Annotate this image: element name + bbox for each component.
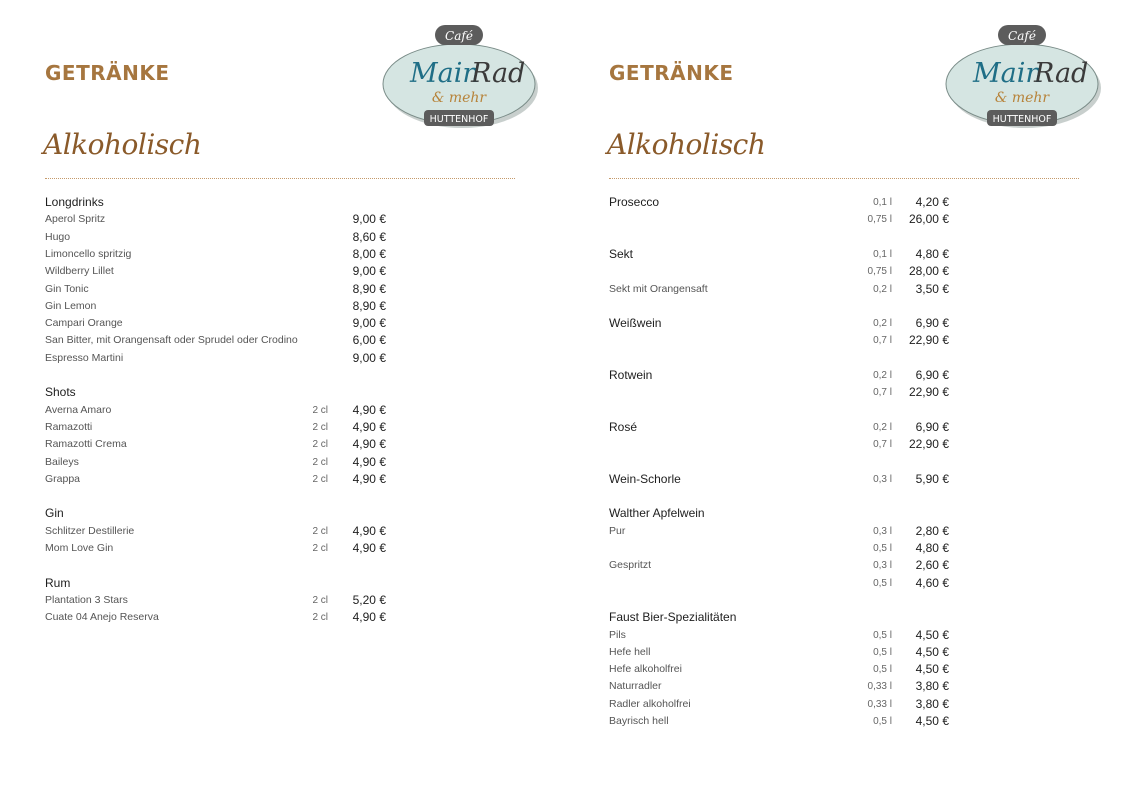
category-title: Rum — [45, 575, 71, 590]
menu-item-row — [0, 540, 561, 557]
menu-item-row — [561, 281, 1122, 298]
divider — [45, 178, 515, 179]
category-title: Faust Bier-Spezialitäten — [609, 610, 737, 625]
item-name: Bayrisch hell — [609, 715, 669, 727]
item-quantity: 2 cl — [312, 525, 328, 537]
menu-item-row — [561, 211, 1122, 228]
menu-item-row — [0, 419, 561, 436]
item-quantity: 2 cl — [312, 594, 328, 606]
menu-item-row — [0, 592, 561, 609]
item-quantity: 0,5 l — [873, 646, 892, 658]
logo-main-text: Main — [410, 58, 480, 89]
item-price: 5,20 € — [352, 592, 386, 607]
item-name: Hefe alkoholfrei — [609, 663, 682, 676]
item-price: 4,80 € — [915, 246, 949, 261]
item-quantity: 0,1 l — [873, 248, 892, 260]
category-row — [0, 575, 561, 592]
menu-item-row — [0, 229, 561, 246]
item-quantity: 2 cl — [312, 421, 328, 433]
item-name: Campari Orange — [45, 317, 123, 330]
item-name: Pils — [609, 628, 626, 641]
item-price: 4,60 € — [915, 575, 949, 590]
category-row — [561, 419, 1122, 436]
item-name: Aperol Spritz — [45, 213, 106, 226]
menu-item-row — [561, 627, 1122, 644]
item-name: San Bitter, mit Orangensaft oder Sprudel oder Crodino — [45, 334, 298, 347]
menu-item-row — [561, 696, 1122, 713]
item-name: Hugo — [45, 230, 71, 243]
item-quantity: 0,5 l — [873, 629, 892, 641]
item-price: 22,90 € — [908, 437, 949, 452]
item-price: 4,80 € — [915, 541, 949, 555]
category-row — [0, 194, 561, 211]
menu-item-row — [561, 384, 1122, 401]
menu-item-row — [561, 713, 1122, 730]
item-quantity: 2 cl — [312, 473, 328, 485]
divider — [609, 178, 1079, 179]
logo-cafe-text: Café — [1008, 29, 1036, 43]
menu-item-row — [561, 575, 1122, 592]
item-price: 2,60 € — [915, 558, 949, 573]
item-price: 8,90 € — [352, 281, 386, 296]
category-title: Longdrinks — [45, 195, 104, 209]
menu-item-row — [0, 298, 561, 315]
menu-item-row — [561, 678, 1122, 695]
logo-rad-text: Rad — [471, 58, 526, 89]
item-price: 2,80 € — [915, 523, 949, 538]
logo-rad-text: Rad — [1034, 58, 1089, 89]
item-name: Pur — [609, 524, 626, 537]
item-price: 9,00 € — [352, 350, 386, 365]
item-price: 9,00 € — [352, 212, 386, 227]
category-title: Walther Apfelwein — [609, 506, 705, 521]
item-price: 6,90 € — [915, 316, 949, 331]
item-quantity: 0,2 l — [873, 421, 892, 433]
item-price: 4,90 € — [352, 471, 386, 486]
category-title: Wein-Schorle — [609, 471, 681, 486]
item-quantity: 0,2 l — [873, 283, 892, 295]
item-quantity: 0,5 l — [873, 577, 892, 589]
item-price: 4,50 € — [915, 714, 949, 728]
item-name: Radler alkoholfrei — [609, 697, 691, 710]
item-price: 3,80 € — [915, 679, 949, 694]
page-heading: GETRÄNKE — [609, 61, 734, 85]
category-row — [561, 367, 1122, 384]
item-quantity: 0,7 l — [873, 335, 892, 347]
item-name: Ramazotti Crema — [45, 438, 127, 451]
menu-item-row — [0, 523, 561, 540]
item-quantity: 0,2 l — [873, 318, 892, 330]
item-price: 4,90 € — [352, 454, 386, 469]
item-price: 4,50 € — [915, 662, 949, 677]
item-quantity: 0,5 l — [873, 543, 892, 554]
category-title: Sekt — [609, 246, 634, 261]
menu-item-row — [0, 471, 561, 488]
category-row — [561, 505, 1122, 522]
category-row — [561, 471, 1122, 488]
cafe-mainrad-logo — [943, 22, 1103, 132]
menu-item-row — [0, 436, 561, 453]
menu-page-right — [561, 0, 1122, 793]
item-price: 4,90 € — [352, 402, 386, 417]
logo-location-text: HUTTENHOF — [992, 114, 1052, 125]
item-price: 4,90 € — [352, 541, 386, 555]
item-name: Baileys — [45, 455, 79, 468]
cafe-mainrad-logo — [380, 22, 540, 132]
item-name: Schlitzer Destillerie — [45, 524, 135, 537]
item-price: 9,00 € — [352, 316, 386, 331]
menu-item-row — [0, 350, 561, 367]
menu-item-row — [0, 402, 561, 419]
item-price: 6,00 € — [352, 333, 386, 348]
category-title: Prosecco — [609, 195, 660, 209]
item-name: Espresso Martini — [45, 351, 124, 364]
category-title: Rotwein — [609, 368, 653, 382]
item-price: 4,50 € — [915, 644, 949, 659]
item-quantity: 0,5 l — [873, 716, 892, 727]
item-price: 8,90 € — [352, 298, 386, 313]
category-title: Weißwein — [609, 316, 662, 331]
item-price: 26,00 € — [908, 212, 949, 227]
menu-item-row — [561, 523, 1122, 540]
logo-mehr-text: & mehr — [994, 90, 1050, 106]
item-price: 3,50 € — [915, 281, 949, 296]
menu-item-row — [561, 644, 1122, 661]
item-price: 4,50 € — [915, 627, 949, 642]
category-row — [561, 194, 1122, 211]
item-name: Wildberry Lillet — [45, 265, 114, 278]
item-quantity: 0,33 l — [867, 698, 892, 710]
category-title: Shots — [45, 385, 76, 400]
item-price: 4,90 € — [352, 523, 386, 538]
page-subheading: Alkoholisch — [43, 128, 202, 161]
item-quantity: 2 cl — [312, 439, 328, 451]
item-name: Gin Lemon — [45, 299, 97, 312]
logo-cafe-text: Café — [445, 29, 473, 43]
category-row — [0, 505, 561, 522]
item-price: 28,00 € — [908, 264, 949, 279]
item-name: Naturradler — [609, 680, 662, 693]
category-title: Gin — [45, 506, 64, 521]
menu-item-row — [561, 661, 1122, 678]
item-price: 6,90 € — [915, 368, 949, 382]
item-name: Grappa — [45, 472, 81, 485]
category-row — [561, 246, 1122, 263]
menu-item-row — [0, 609, 561, 626]
item-name: Sekt mit Orangensaft — [609, 282, 708, 295]
menu-item-row — [0, 281, 561, 298]
category-row — [561, 315, 1122, 332]
item-quantity: 0,3 l — [873, 473, 892, 485]
page-heading: GETRÄNKE — [45, 61, 170, 85]
category-row — [561, 609, 1122, 626]
item-price: 22,90 € — [908, 385, 949, 400]
menu-item-row — [0, 211, 561, 228]
item-price: 8,60 € — [352, 229, 386, 244]
item-price: 4,20 € — [915, 195, 949, 209]
item-quantity: 0,1 l — [873, 197, 892, 208]
item-quantity: 0,33 l — [867, 681, 892, 693]
item-price: 9,00 € — [352, 264, 386, 279]
item-name: Limoncello spritzig — [45, 247, 132, 260]
menu-item-row — [0, 454, 561, 471]
item-price: 5,90 € — [915, 471, 949, 486]
item-quantity: 2 cl — [312, 456, 328, 468]
item-name: Plantation 3 Stars — [45, 593, 128, 606]
item-quantity: 2 cl — [312, 612, 328, 624]
menu-item-row — [0, 332, 561, 349]
item-quantity: 0,3 l — [873, 525, 892, 537]
item-quantity: 0,7 l — [873, 387, 892, 399]
item-quantity: 0,7 l — [873, 439, 892, 451]
page-subheading: Alkoholisch — [607, 128, 766, 161]
menu-item-row — [0, 263, 561, 280]
menu-item-row — [0, 315, 561, 332]
item-price: 22,90 € — [908, 333, 949, 348]
item-quantity: 0,3 l — [873, 560, 892, 572]
item-price: 4,90 € — [352, 419, 386, 434]
logo-location-text: HUTTENHOF — [429, 114, 489, 125]
item-name: Hefe hell — [609, 645, 651, 658]
category-row — [0, 384, 561, 401]
item-price: 3,80 € — [915, 696, 949, 711]
menu-item-row — [561, 557, 1122, 574]
menu-item-row — [561, 263, 1122, 280]
item-quantity: 0,2 l — [873, 370, 892, 381]
item-price: 4,90 € — [352, 610, 386, 625]
menu-item-row — [561, 540, 1122, 557]
logo-main-text: Main — [973, 58, 1043, 89]
item-name: Cuate 04 Anejo Reserva — [45, 611, 159, 624]
menu-item-row — [561, 332, 1122, 349]
item-quantity: 0,75 l — [867, 214, 892, 226]
item-quantity: 2 cl — [312, 404, 328, 416]
item-name: Ramazotti — [45, 420, 93, 433]
item-name: Gespritzt — [609, 559, 652, 572]
item-price: 4,90 € — [352, 437, 386, 452]
category-title: Rosé — [609, 419, 638, 434]
menu-item-row — [561, 436, 1122, 453]
menu-item-row — [0, 246, 561, 263]
item-quantity: 0,5 l — [873, 664, 892, 676]
item-price: 6,90 € — [915, 419, 949, 434]
logo-mehr-text: & mehr — [431, 90, 487, 106]
item-name: Averna Amaro — [45, 403, 112, 416]
item-quantity: 0,75 l — [867, 266, 892, 278]
item-name: Mom Love Gin — [45, 542, 114, 554]
item-quantity: 2 cl — [312, 543, 328, 554]
item-price: 8,00 € — [352, 246, 386, 261]
item-name: Gin Tonic — [45, 282, 89, 295]
